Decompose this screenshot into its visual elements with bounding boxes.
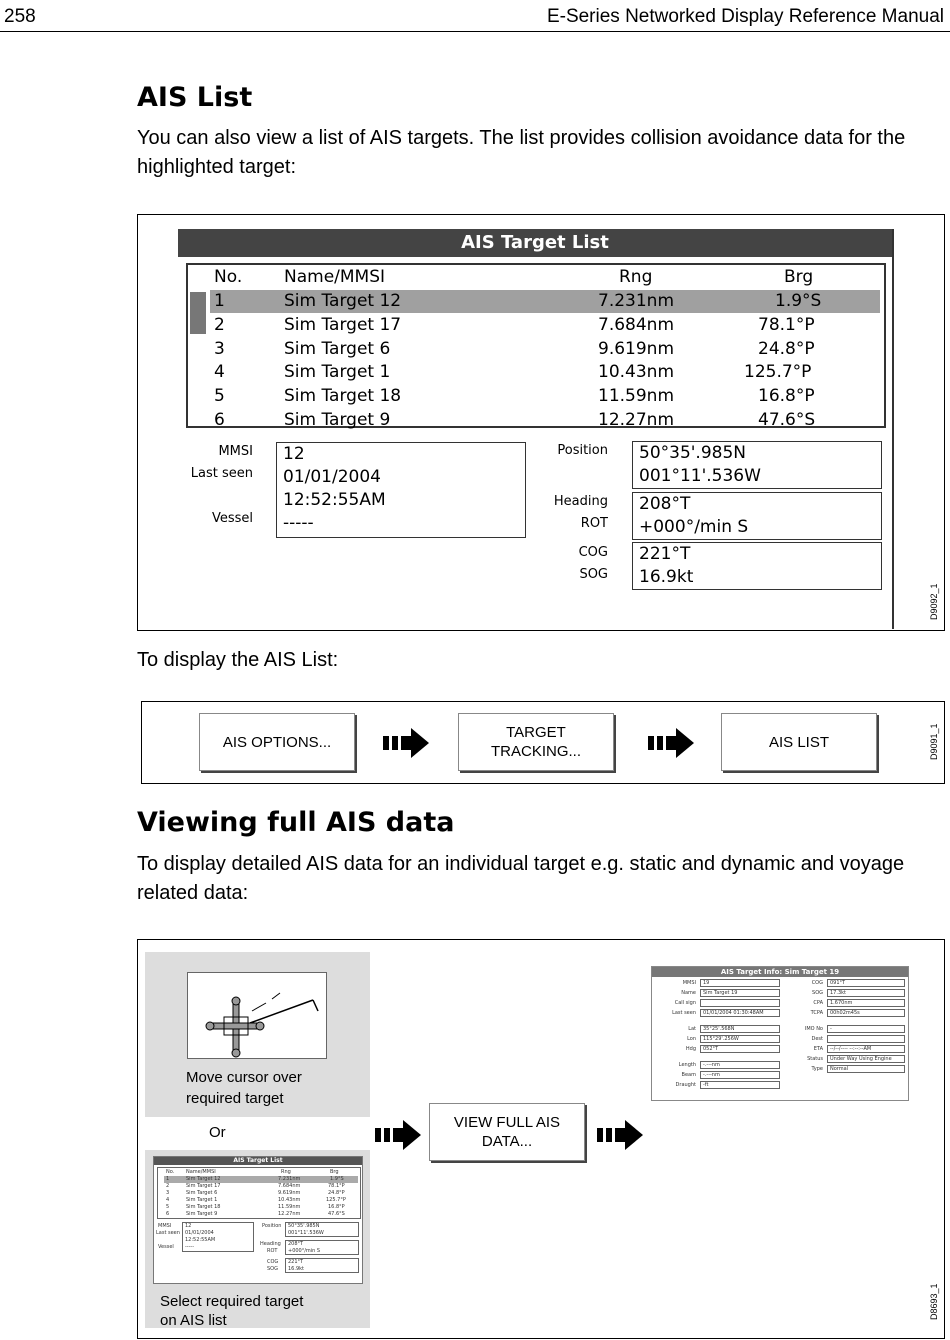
row-name: Sim Target 9: [284, 410, 391, 430]
info-lat-box: [700, 1025, 780, 1033]
row-brg: 78.1°P: [758, 315, 815, 335]
row-rng: 10.43nm: [598, 362, 675, 382]
info-beam-label: Beam: [681, 1072, 696, 1078]
mini-last-seen-label: Last seen: [156, 1230, 180, 1236]
mini-vessel-value: -----: [185, 1244, 195, 1250]
section-heading-viewing-full-ais-data: Viewing full AIS data: [137, 807, 455, 838]
row-name: Sim Target 17: [284, 315, 402, 335]
row-brg: 1.9°S: [775, 291, 822, 311]
mini-row-name: Sim Target 6: [186, 1190, 218, 1196]
mini-row-name: Sim Target 18: [186, 1204, 221, 1210]
mini-row-rng: 12.27nm: [278, 1211, 301, 1217]
section-intro-ais-list: You can also view a list of AIS targets. The list provides collision avoidance data for the highlighted target:: [137, 127, 906, 178]
info-eta-value: --/--/---- --:--:--AM: [830, 1046, 872, 1052]
list-option-panel: [145, 1150, 370, 1328]
heading-value: 208°T: [639, 494, 691, 514]
mini-position-label: Position: [262, 1223, 282, 1229]
screen-title: AIS Target List: [178, 229, 892, 257]
info-sog-label: SOG: [812, 990, 823, 996]
row-name: Sim Target 18: [284, 386, 402, 406]
mmsi-value: 12: [283, 444, 305, 464]
row-no: 4: [214, 362, 225, 382]
mini-rot-label: ROT: [267, 1248, 278, 1254]
mini-row-no: 3: [166, 1190, 170, 1196]
mini-rot-value: +000°/min S: [288, 1248, 321, 1254]
info-lat-label: Lat: [688, 1026, 696, 1032]
next-arrow-icon: [597, 1120, 643, 1150]
cursor-caption: [186, 1067, 302, 1109]
section-intro-full-ais-data: To display detailed AIS data for an individual target e.g. static and dynamic and voyage related data:: [137, 853, 905, 904]
mini-row-rng: 7.684nm: [278, 1183, 301, 1189]
info-draught-value: -ft: [703, 1082, 709, 1088]
mini-mmsi-label: MMSI: [158, 1223, 172, 1229]
info-hdg-value: 052°T: [703, 1046, 719, 1052]
info-status-label: Status: [807, 1056, 823, 1062]
sog-label: SOG: [579, 567, 608, 582]
row-brg: 125.7°P: [744, 362, 812, 382]
row-no: 2: [214, 315, 225, 335]
info-lat-value: 35°25'.568N: [703, 1026, 735, 1032]
cursor-caption-line1: Move cursor over: [186, 1069, 302, 1086]
info-call-sign-label: Call sign: [674, 1000, 696, 1006]
mini-heading-value: 208°T: [288, 1241, 304, 1247]
info-type-value: Normal: [830, 1066, 849, 1072]
mini-row-brg: 78.1°P: [328, 1183, 345, 1189]
list-caption-line1: Select required target: [160, 1293, 304, 1310]
row-rng: 9.619nm: [598, 339, 675, 359]
info-imo-label: IMO No: [804, 1026, 823, 1032]
row-rng: 11.59nm: [598, 386, 675, 406]
mini-row-no: 6: [166, 1211, 170, 1217]
last-seen-date: 01/01/2004: [283, 467, 381, 487]
target-info-box: [276, 442, 526, 538]
mini-cog-label: COG: [267, 1259, 279, 1265]
last-seen-label: Last seen: [190, 466, 253, 481]
mini-heading-box: [285, 1240, 359, 1255]
info-length-box: [700, 1061, 780, 1069]
row-brg: 24.8°P: [758, 339, 815, 359]
mini-row-brg: 1.9°S: [330, 1176, 344, 1182]
instruction-display-ais-list: To display the AIS List:: [137, 649, 339, 671]
mini-ais-list-screenshot: [153, 1156, 363, 1284]
info-name-label: Name: [681, 990, 696, 996]
mini-row-brg: 16.8°P: [328, 1204, 345, 1210]
list-caption: [160, 1292, 303, 1330]
info-draught-label: Draught: [675, 1082, 696, 1088]
ais-options-button[interactable]: AIS OPTIONS...: [199, 713, 355, 771]
row-name: Sim Target 12: [284, 291, 402, 311]
cog-value: 221°T: [639, 544, 691, 564]
figure-softkey-sequence: [141, 701, 945, 784]
mini-vessel-label: Vessel: [158, 1244, 174, 1250]
figure-view-full-ais-data: [137, 939, 945, 1339]
mini-cog-value: 221°T: [288, 1259, 304, 1265]
info-type-box: [827, 1065, 905, 1073]
info-type-label: Type: [811, 1066, 823, 1072]
mini-row-name: Sim Target 12: [186, 1176, 221, 1182]
info-cpa-box: [827, 999, 905, 1007]
mini-target-info-box: [182, 1222, 254, 1252]
cursor-option-panel: [145, 952, 370, 1117]
last-seen-time: 12:52:55AM: [283, 490, 386, 510]
vessel-value: -----: [283, 513, 314, 533]
manual-title: E-Series Networked Display Reference Manual: [546, 6, 944, 27]
info-lon-value: 115°29'.256W: [703, 1036, 739, 1042]
ais-list-button[interactable]: AIS LIST: [721, 713, 877, 771]
info-call-sign-box: [700, 999, 780, 1007]
target-tracking-line2: TRACKING...: [490, 743, 581, 760]
info-length-value: -.---nm: [703, 1062, 720, 1068]
info-sog-value: 17.3kt: [830, 990, 846, 996]
page-number: 258: [4, 6, 36, 27]
mini-col-rng: Rng: [281, 1169, 291, 1175]
mini-sog-label: SOG: [267, 1266, 278, 1272]
mini-ais-target-info-screenshot: [651, 966, 909, 1101]
info-name-value: Sim Target 19: [703, 990, 738, 996]
mini-target-table: [157, 1167, 361, 1219]
mini-lon-value: 001°11'.536W: [288, 1230, 324, 1236]
cursor-illustration: [187, 972, 327, 1059]
header-rule: [0, 31, 950, 32]
list-scrollbar-thumb[interactable]: [190, 292, 206, 334]
info-hdg-label: Hdg: [685, 1046, 696, 1052]
figure-code: D8693_1: [929, 1283, 939, 1320]
info-eta-label: ETA: [813, 1046, 823, 1052]
info-beam-value: -.---nm: [703, 1072, 720, 1078]
col-header-name: Name/MMSI: [284, 267, 386, 287]
mini-col-name: Name/MMSI: [186, 1169, 216, 1175]
lon-value: 001°11'.536W: [639, 466, 761, 486]
mini-row-rng: 7.231nm: [278, 1176, 301, 1182]
mini-lat-value: 50°35'.985N: [288, 1223, 320, 1229]
position-box: [632, 441, 882, 489]
info-dest-label: Dest: [811, 1036, 823, 1042]
info-last-seen-value: 01/01/2004 01:30:48AM: [703, 1010, 764, 1016]
row-name: Sim Target 6: [284, 339, 391, 359]
info-sog-box: [827, 989, 905, 997]
mini-row-no: 2: [166, 1183, 170, 1189]
next-arrow-icon: [375, 1120, 421, 1150]
info-dest-box: [827, 1035, 905, 1043]
mini-row-rng: 10.43nm: [278, 1197, 301, 1203]
view-full-ais-line2: DATA...: [481, 1133, 533, 1150]
info-length-label: Length: [678, 1062, 696, 1068]
mini-last-seen-date: 01/01/2004: [185, 1230, 214, 1236]
mini-row-rng: 11.59nm: [278, 1204, 301, 1210]
col-header-brg: Brg: [784, 267, 814, 287]
target-table: [186, 263, 886, 428]
info-cpa-label: CPA: [813, 1000, 823, 1006]
table-row[interactable]: [210, 409, 880, 432]
row-name: Sim Target 1: [284, 362, 391, 382]
info-mmsi-box: [700, 979, 780, 987]
cog-label: COG: [578, 545, 608, 560]
rot-value: +000°/min S: [639, 517, 749, 537]
cog-sog-box: [632, 542, 882, 590]
mini-heading-label: Heading: [260, 1241, 281, 1247]
info-draught-box: [700, 1081, 780, 1089]
info-cog-label: COG: [811, 980, 823, 986]
info-last-seen-label: Last seen: [672, 1010, 696, 1016]
mini-col-brg: Brg: [330, 1169, 339, 1175]
next-arrow-icon: [648, 728, 694, 758]
info-cpa-value: 1.670nm: [830, 1000, 853, 1006]
mini-row-no: 1: [166, 1176, 170, 1182]
mini-row-brg: 47.6°S: [328, 1211, 345, 1217]
position-label: Position: [557, 443, 608, 458]
row-no: 5: [214, 386, 225, 406]
col-header-rng: Rng: [619, 267, 653, 287]
mini-row-name: Sim Target 9: [186, 1211, 218, 1217]
mini-row-name: Sim Target 17: [186, 1183, 221, 1189]
info-tcpa-value: 00h02m45s: [830, 1010, 860, 1016]
mini-row-brg: 125.7°P: [326, 1197, 346, 1203]
info-cog-box: [827, 979, 905, 987]
table-row[interactable]: [210, 385, 880, 408]
view-full-ais-line1: VIEW FULL AIS: [453, 1114, 561, 1131]
mini-row-name: Sim Target 1: [186, 1197, 218, 1203]
mini-row-no: 5: [166, 1204, 170, 1210]
mini-sog-value: 16.9kt: [288, 1266, 304, 1272]
info-tcpa-box: [827, 1009, 905, 1017]
mini-row-no: 4: [166, 1197, 170, 1203]
list-caption-line2: on AIS list: [160, 1312, 227, 1329]
row-rng: 12.27nm: [598, 410, 675, 430]
info-hdg-box: [700, 1045, 780, 1053]
rot-label: ROT: [580, 516, 608, 531]
target-tracking-line1: TARGET: [506, 724, 566, 741]
lat-value: 50°35'.985N: [639, 443, 747, 463]
info-tcpa-label: TCPA: [810, 1010, 823, 1016]
row-brg: 47.6°S: [758, 410, 816, 430]
or-label: Or: [209, 1124, 226, 1141]
info-cog-value: 091°T: [830, 980, 846, 986]
vessel-label: Vessel: [211, 511, 253, 526]
table-row[interactable]: [210, 290, 880, 313]
next-arrow-icon: [383, 728, 429, 758]
view-full-ais-data-button[interactable]: [429, 1103, 585, 1161]
cursor-caption-line2: required target: [186, 1090, 284, 1107]
mini-row-brg: 24.8°P: [328, 1190, 345, 1196]
mini-cog-sog-box: [285, 1258, 359, 1273]
mmsi-label: MMSI: [218, 444, 253, 459]
mini-last-seen-time: 12:52:55AM: [185, 1237, 216, 1243]
row-rng: 7.231nm: [598, 291, 675, 311]
mini-screen-title: AIS Target List: [154, 1157, 362, 1165]
info-imo-value: -: [830, 1026, 832, 1032]
info-imo-box: [827, 1025, 905, 1033]
mini-position-box: [285, 1222, 359, 1237]
info-mmsi-value: 19: [703, 980, 710, 986]
section-heading-ais-list: AIS List: [137, 82, 253, 113]
info-status-box: [827, 1055, 905, 1063]
info-eta-box: [827, 1045, 905, 1053]
col-header-no: No.: [214, 267, 243, 287]
table-row[interactable]: [210, 314, 880, 337]
figure-code: D9091_1: [929, 723, 939, 760]
sog-value: 16.9kt: [639, 567, 694, 587]
info-lon-box: [700, 1035, 780, 1043]
row-no: 1: [214, 291, 225, 311]
info-mmsi-label: MMSI: [682, 980, 696, 986]
mini-info-title: AIS Target Info: Sim Target 19: [652, 967, 908, 977]
heading-box: [632, 492, 882, 540]
table-row[interactable]: [210, 338, 880, 361]
heading-label: Heading: [553, 494, 608, 509]
table-row[interactable]: [210, 361, 880, 384]
info-status-value: Under Way Using Engine: [830, 1056, 892, 1062]
row-no: 6: [214, 410, 225, 430]
mini-col-no: No.: [166, 1169, 175, 1175]
row-no: 3: [214, 339, 225, 359]
figure-code: D9092_1: [929, 583, 939, 620]
info-name-box: [700, 989, 780, 997]
ais-list-screen: [178, 229, 894, 629]
cursor-over-target-icon[interactable]: [188, 973, 328, 1060]
info-lon-label: Lon: [687, 1036, 696, 1042]
target-tracking-button[interactable]: [458, 713, 614, 771]
mini-row-rng: 9.619nm: [278, 1190, 301, 1196]
mini-mmsi-value: 12: [185, 1223, 192, 1229]
info-last-seen-box: [700, 1009, 780, 1017]
row-rng: 7.684nm: [598, 315, 675, 335]
info-beam-box: [700, 1071, 780, 1079]
figure-ais-target-list: [137, 214, 945, 631]
row-brg: 16.8°P: [758, 386, 815, 406]
